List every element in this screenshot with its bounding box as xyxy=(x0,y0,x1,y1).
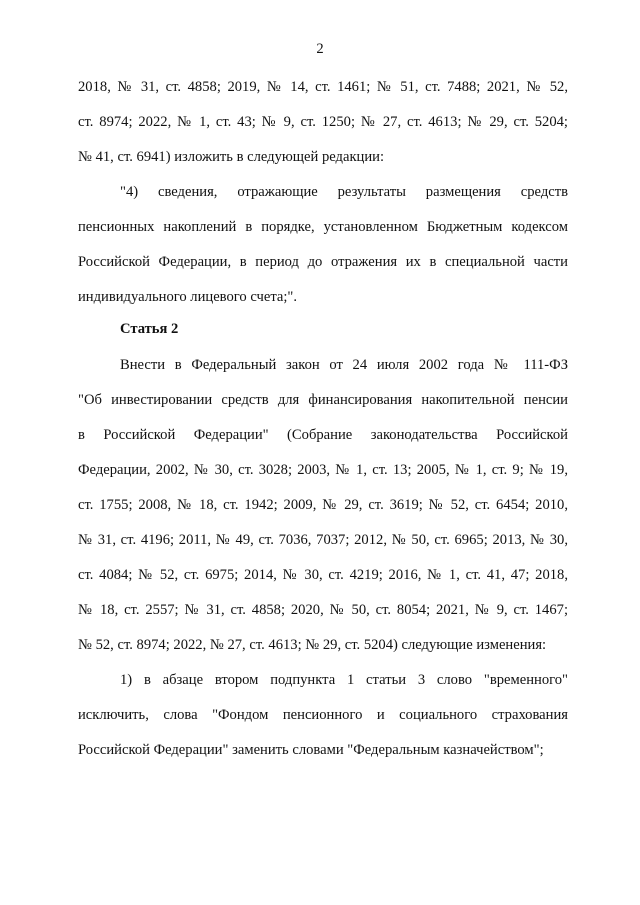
text-line: Российской Федерации, в период до отражения их в специальной части xyxy=(78,254,568,270)
text-line: 2018, № 31, ст. 4858; 2019, № 14, ст. 1461; № 51, ст. 7488; 2021, № 52, xyxy=(78,79,568,95)
text-line: Внести в Федеральный закон от 24 июля 2002 года № 111-ФЗ xyxy=(120,357,568,373)
text-line: индивидуального лицевого счета;". xyxy=(78,289,298,305)
text-line: № 52, ст. 8974; 2022, № 27, ст. 4613; № 29, ст. 5204) следующие изменения: xyxy=(78,637,547,653)
text-line: № 18, ст. 2557; № 31, ст. 4858; 2020, № 50, ст. 8054; 2021, № 9, ст. 1467; xyxy=(78,602,568,618)
text-line: в Российской Федерации" (Собрание законодательства Российской xyxy=(78,427,568,443)
text-line: ст. 1755; 2008, № 18, ст. 1942; 2009, № 29, ст. 3619; № 52, ст. 6454; 2010, xyxy=(78,497,568,513)
text-line: Федерации, 2002, № 30, ст. 3028; 2003, № 1, ст. 13; 2005, № 1, ст. 9; № 19, xyxy=(78,462,568,478)
text-line: исключить, слова "Фондом пенсионного и социального страхования xyxy=(78,707,568,723)
text-line: "Об инвестировании средств для финансирования накопительной пенсии xyxy=(78,392,568,408)
page-number: 2 xyxy=(316,41,324,57)
text-line: 1) в абзаце втором подпункта 1 статьи 3 слово "временного" xyxy=(120,672,568,688)
text-line: ст. 8974; 2022, № 1, ст. 43; № 9, ст. 1250; № 27, ст. 4613; № 29, ст. 5204; xyxy=(78,114,568,130)
text-line: "4) сведения, отражающие результаты размещения средств xyxy=(120,184,568,200)
text-line: Российской Федерации" заменить словами "Федеральным казначейством"; xyxy=(78,742,544,758)
article-heading: Статья 2 xyxy=(120,321,179,337)
text-line: пенсионных накоплений в порядке, установленном Бюджетным кодексом xyxy=(78,219,568,235)
text-line: № 41, ст. 6941) изложить в следующей редакции: xyxy=(78,149,385,165)
text-line: ст. 4084; № 52, ст. 6975; 2014, № 30, ст. 4219; 2016, № 1, ст. 41, 47; 2018, xyxy=(78,567,568,583)
text-line: № 31, ст. 4196; 2011, № 49, ст. 7036, 7037; 2012, № 50, ст. 6965; 2013, № 30, xyxy=(78,532,568,548)
